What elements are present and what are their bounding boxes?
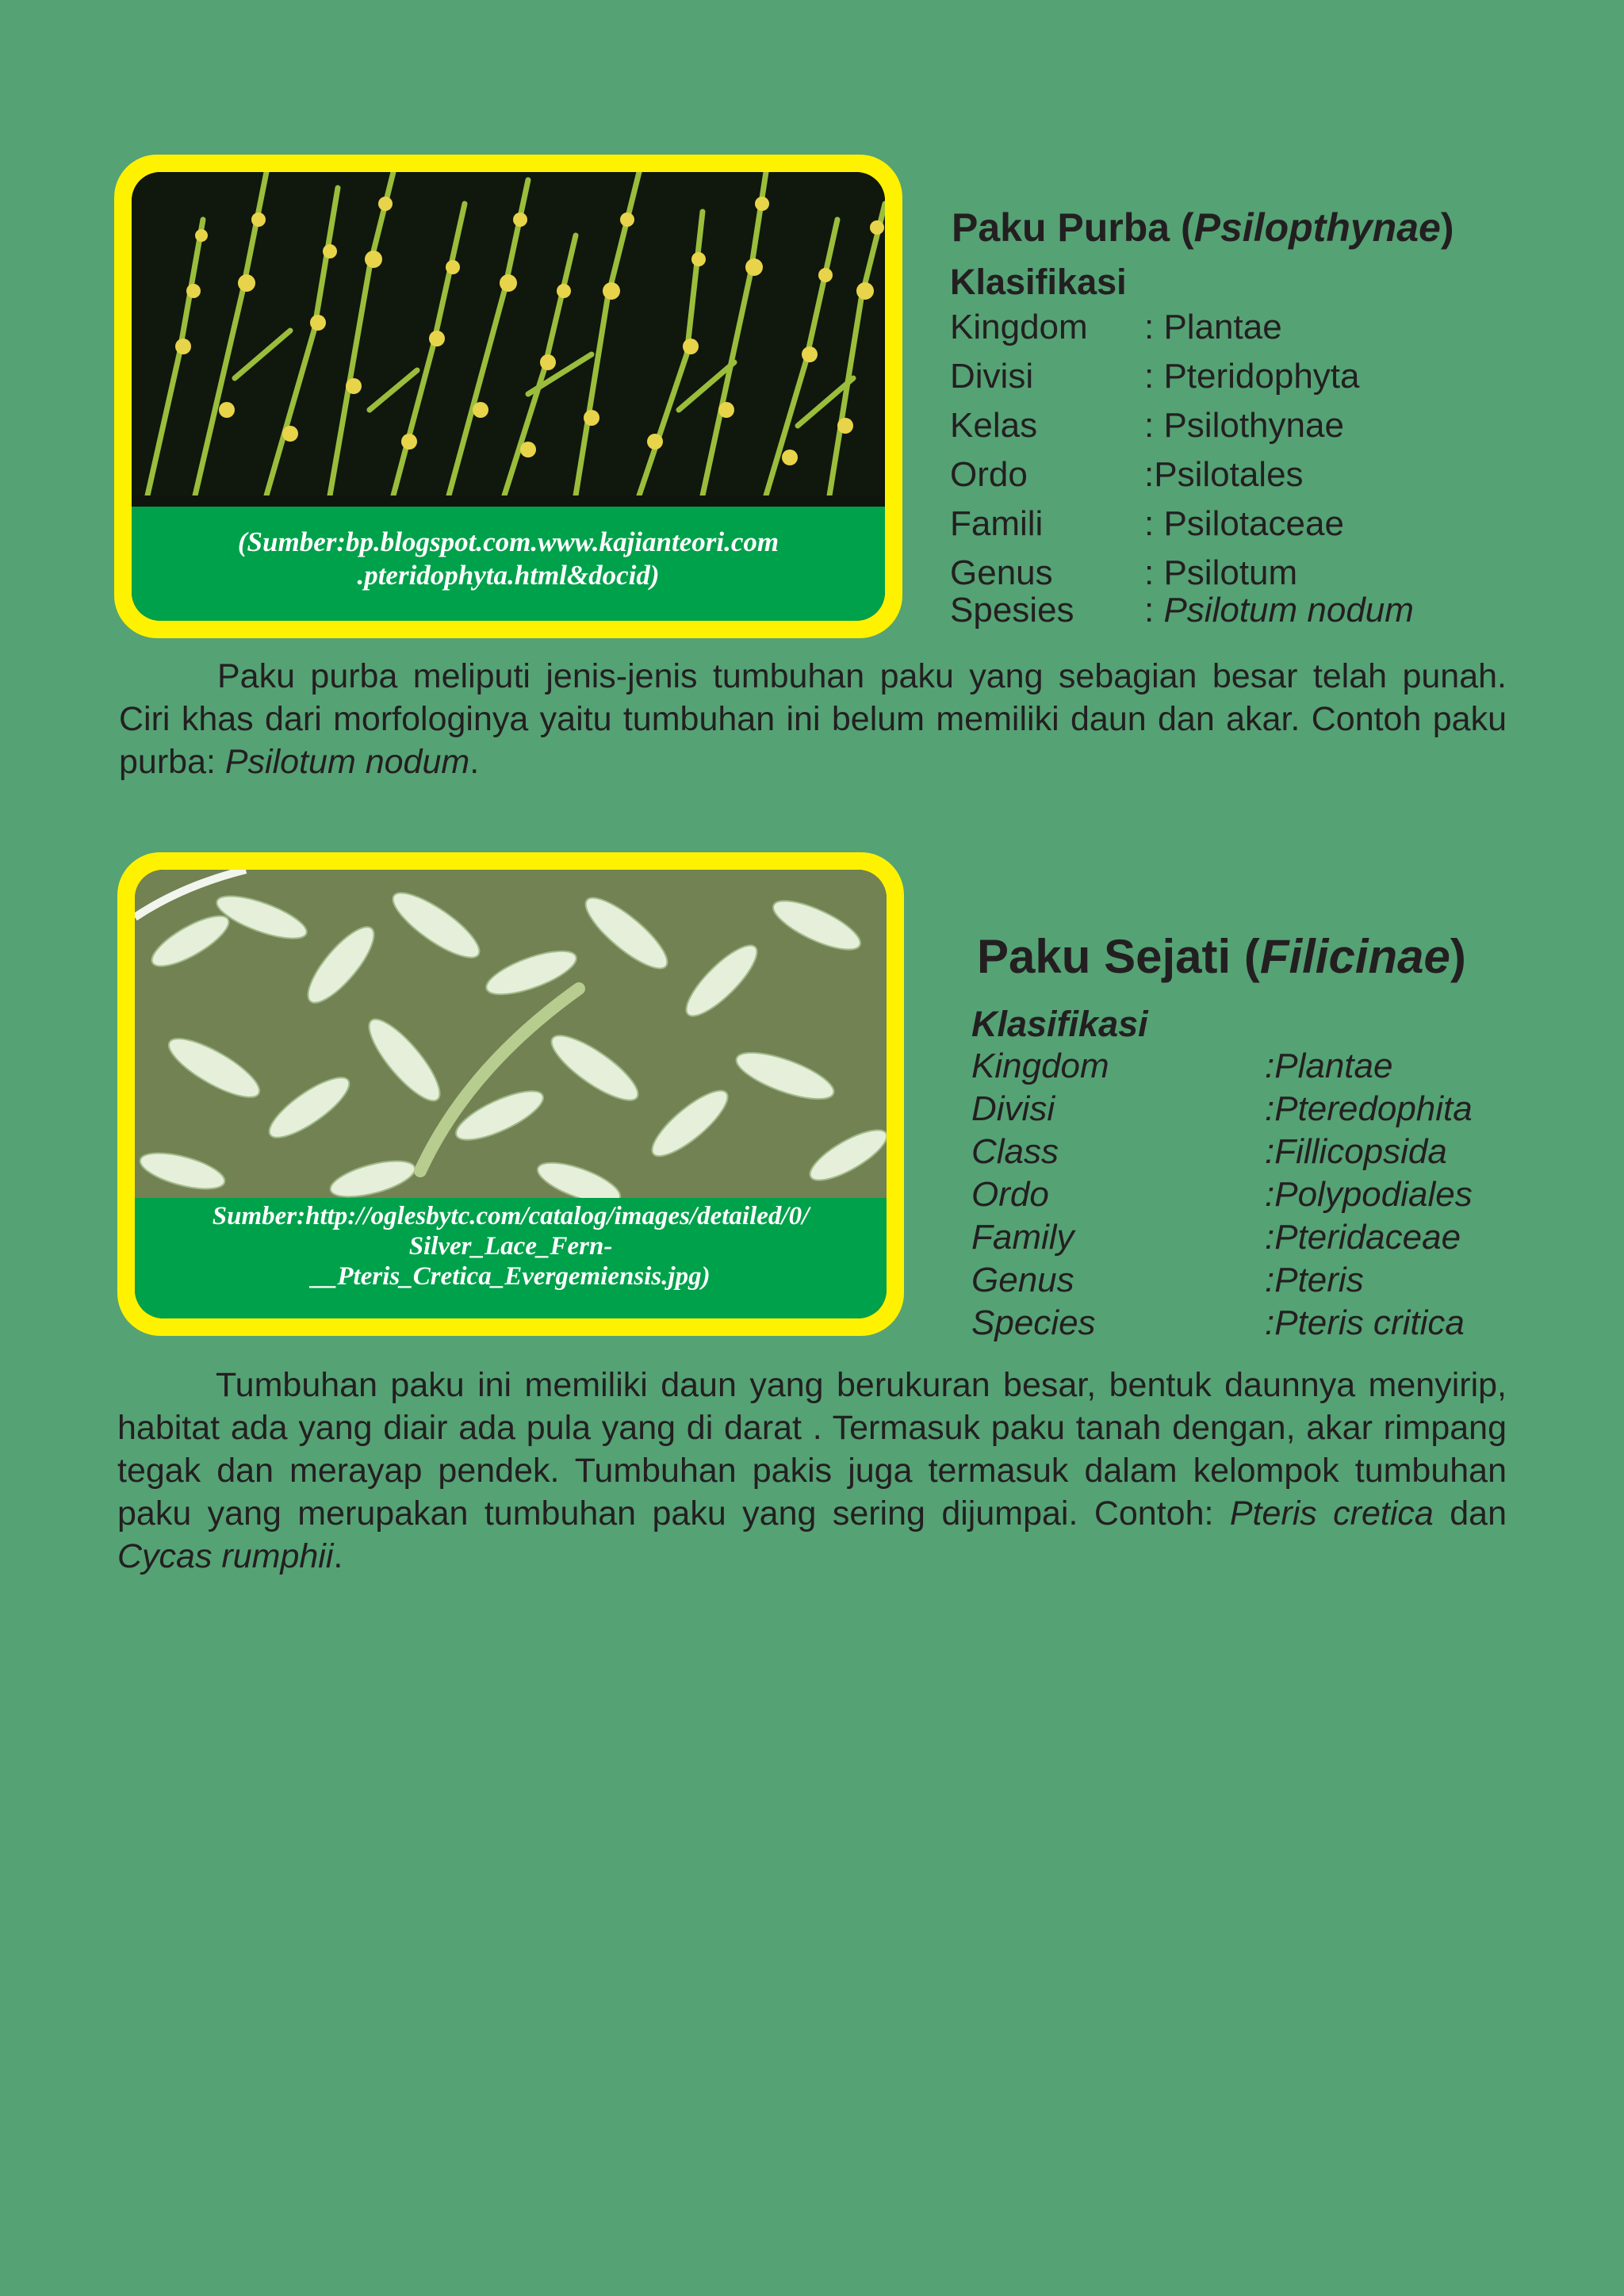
klasifikasi-heading: Klasifikasi (971, 1004, 1148, 1044)
section-title-paku-purba: Paku Purba (Psilopthynae) (952, 205, 1454, 250)
caption-line: Silver_Lace_Fern- (408, 1232, 613, 1261)
pteris-photo-container (135, 870, 887, 1318)
psilotum-photo-container (132, 172, 885, 621)
caption-line: (Sumber:bp.blogspot.com.www.kajianteori.com (237, 526, 779, 557)
psilotum-photo-frame (114, 155, 902, 638)
silver-lace-fern-photo (135, 870, 887, 1198)
caption-line: __Pteris_Cretica_Evergemiensis.jpg) (311, 1262, 710, 1291)
paragraph-paku-sejati: Tumbuhan paku ini memiliki daun yang berukuran besar, bentuk daunnya menyirip, habitat ada yang diair ada pula yang di darat . Termasuk paku tanah dengan, akar rimpang tegak dan merayap pendek. Tumbuhan pakis juga termasuk dalam kelompok tumbuhan paku yang merupakan tumbuhan paku yang sering dijumpai. Contoh: Pteris cretica dan Cycas rumphii. (117, 1366, 1507, 1575)
pteris-photo-frame (117, 852, 904, 1336)
klasifikasi-heading: Klasifikasi (950, 262, 1127, 302)
caption-line: Sumber:http://oglesbytc.com/catalog/images/detailed/0/ (212, 1202, 810, 1230)
section-title-paku-sejati: Paku Sejati (Filicinae) (977, 930, 1466, 983)
caption-line: .pteridophyta.html&docid) (357, 560, 660, 591)
psilotum-nodum-photo (132, 172, 885, 496)
paragraph-paku-purba: Paku purba meliputi jenis-jenis tumbuhan paku yang sebagian besar telah punah. Ciri khas dari morfologinya yaitu tumbuhan ini belum memiliki daun dan akar. Contoh paku purba: Psilotum nodum. (119, 657, 1507, 781)
pteris-photo-caption (135, 1198, 887, 1318)
psilotum-photo-caption (132, 507, 885, 621)
